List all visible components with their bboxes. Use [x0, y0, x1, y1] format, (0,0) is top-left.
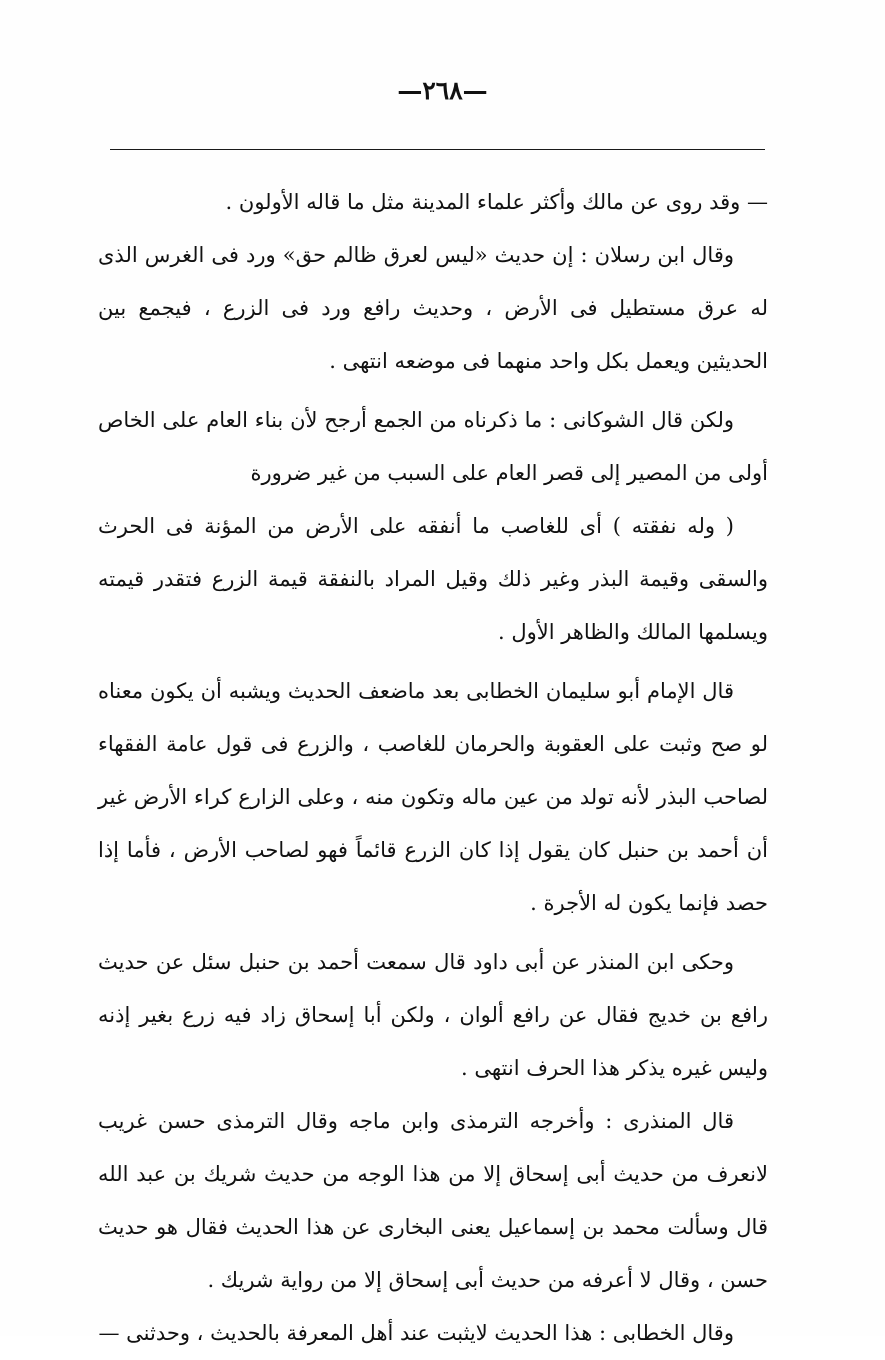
paragraph-continuation: — وقد روى عن مالك وأكثر علماء المدينة مثل ما قاله الأولون .	[225, 190, 768, 214]
paragraph-shawkani: ولكن قال الشوكانى : ما ذكرناه من الجمع أرجح لأن بناء العام على الخاص أولى من المصير إلى قصر العام على السبب من غير ضرورة	[98, 408, 768, 485]
page-body	[98, 176, 768, 1360]
header-rule	[110, 149, 765, 150]
paragraph-khattabi-2: وقال الخطابى : هذا الحديث لايثبت عند أهل المعرفة بالحديث ، وحدثنى —	[98, 1321, 734, 1345]
paragraph-khattabi: قال الإمام أبو سليمان الخطابى بعد ماضعف الحديث ويشبه أن يكون معناه لو صح وثبت على العقوبة والحرمان للغاصب ، والزرع فى قول عامة الفقهاء لصاحب البذر لأنه تولد من عين ماله وتكون منه ، وعلى الزارع كراء الأرض غير أن أحمد بن حنبل كان يقول إذا كان الزرع قائماً فهو لصاحب الأرض ، فأما إذا حصد فإنما يكون له الأجرة .	[98, 679, 768, 915]
paragraph-mundhiri: قال المنذرى : وأخرجه الترمذى وابن ماجه وقال الترمذى حسن غريب لانعرف من حديث أبى إسحاق إلا من هذا الوجه من حديث شريك بن عبد الله قال وسألت محمد بن إسماعيل يعنى البخارى عن هذا الحديث فقال هو حديث حسن ، وقال لا أعرفه من حديث أبى إسحاق إلا من رواية شريك .	[98, 1109, 768, 1292]
paragraph-ibn-mundhir: وحكى ابن المنذر عن أبى داود قال سمعت أحمد بن حنبل سئل عن حديث رافع بن خديج فقال عن رافع ألوان ، ولكن أبا إسحاق زاد فيه زرع بغير إذنه وليس غيره يذكر هذا الحرف انتهى .	[98, 950, 768, 1080]
page-number: —٢٦٨—	[397, 76, 488, 105]
paragraph-nafaqa: ( وله نفقته ) أى للغاصب ما أنفقه على الأرض من المؤنة فى الحرث والسقى وقيمة البذر وغير ذلك وقيل المراد بالنفقة قيمة الزرع فتقدر قيمته ويسلمها المالك والظاهر الأول .	[98, 514, 768, 644]
paragraph-ibn-raslan: وقال ابن رسلان : إن حديث «ليس لعرق ظالم حق» ورد فى الغرس الذى له عرق مستطيل فى الأرض ، وحديث رافع ورد فى الزرع ، فيجمع بين الحديثين ويعمل بكل واحد منهما فى موضعه انتهى .	[98, 243, 768, 373]
